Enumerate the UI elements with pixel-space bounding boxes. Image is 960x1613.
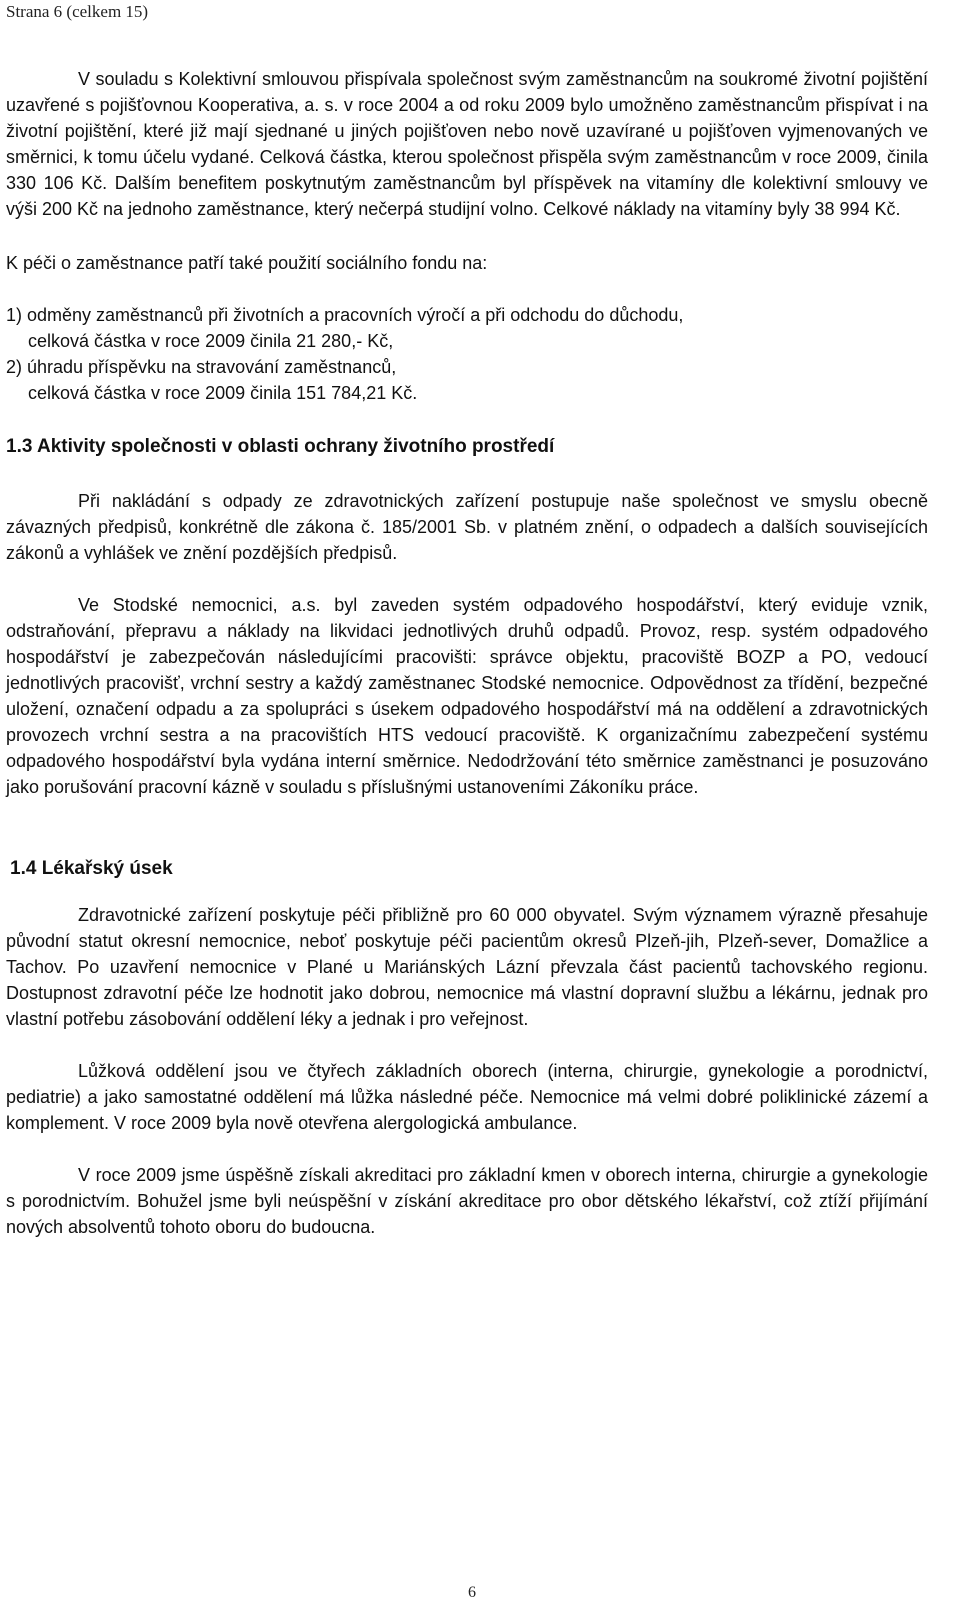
list-item-detail: celková částka v roce 2009 činila 21 280,- Kč, — [28, 331, 394, 351]
social-fund-intro: K péči o zaměstnance patří také použití sociálního fondu na: — [6, 253, 488, 273]
environment-paragraph-1: Při nakládání s odpady ze zdravotnických zařízení postupuje naše společnost ve smyslu obecně závazných předpisů, konkrétně dle zákona č. 185/2001 Sb. v platném znění, o odpadech a dalších souvisejících zákonů a vyhlášek ve znění pozdějších předpisů. — [6, 491, 928, 563]
list-item-detail: celková částka v roce 2009 činila 151 784,21 Kč. — [28, 383, 418, 403]
list-item: 1) odměny zaměstnanců při životních a pracovních výročí a při odchodu do důchodu, — [6, 305, 684, 325]
environment-paragraph-2: Ve Stodské nemocnici, a.s. byl zaveden systém odpadového hospodářství, který eviduje vznik, odstraňování, přepravu a náklady na likvidaci jednotlivých druhů odpadů. Provoz, resp. systém odpadového hospodářství je zabezpečován následujícími pracovišti: správce objektu, pracoviště BOZP a PO, vedoucí jednotlivých pracovišť, vrchní sestry a každý zaměstnanec Stodské nemocnice. Odpovědnost za třídění, bezpečné uložení, označení odpadu a za spolupráci s úsekem odpadového hospodářství má na oddělení a zdravotnických provozech vrchní sestra a na pracovištích HTS vedoucí pracoviště. K organizačnímu zabezpečení systému odpadového hospodářství byla vydána interní směrnice. Nedodržování této směrnice zaměstnanci je posuzováno jako porušování pracovní kázně v souladu s příslušnými ustanoveními Zákoníku práce. — [6, 595, 928, 797]
section-heading-medical: 1.4 Lékařský úsek — [10, 858, 173, 879]
benefits-paragraph: V souladu s Kolektivní smlouvou přispívala společnost svým zaměstnancům na soukromé životní pojištění uzavřené s pojišťovnou Kooperativa, a. s. v roce 2004 a od roku 2009 bylo umožněno zaměstnancům přispívat i na životní pojištění, které již mají sjednané u jiných pojišťoven nebo nově uzavírané u pojišťoven vyjmenovaných ve směrnici, k tomu účelu vydané. Celková částka, kterou společnost přispěla svým zaměstnancům v roce 2009, činila 330 106 Kč. Dalším benefitem poskytnutým zaměstnancům byl příspěvek na vitamíny dle kolektivní smlouvy ve výši 200 Kč na jednoho zaměstnance, který nečerpá studijní volno. Celkové náklady na vitamíny byly 38 994 Kč. — [6, 69, 928, 219]
social-fund-list — [6, 302, 928, 406]
document-body — [6, 66, 928, 1240]
page-header: Strana 6 (celkem 15) — [6, 2, 149, 21]
page-number: 6 — [468, 1584, 476, 1601]
medical-paragraph-3: V roce 2009 jsme úspěšně získali akreditaci pro základní kmen v oborech interna, chirurgie a gynekologie s porodnictvím. Bohužel jsme byli neúspěšní v získání akreditace pro obor dětského lékařství, což ztíží přijímání nových absolventů tohoto oboru do budoucna. — [6, 1165, 928, 1237]
medical-paragraph-1: Zdravotnické zařízení poskytuje péči přibližně pro 60 000 obyvatel. Svým významem výrazně přesahuje původní statut okresní nemocnice, neboť poskytuje péči pacientům okresů Plzeň-jih, Plzeň-sever, Domažlice a Tachov. Po uzavření nemocnice v Plané u Mariánských Lázní převzala část pacientů tachovského regionu. Dostupnost zdravotní péče lze hodnotit jako dobrou, nemocnice má vlastní dopravní službu a lékárnu, jednak pro vlastní potřebu zásobování oddělení léky a jednak i pro veřejnost. — [6, 905, 928, 1029]
list-item: 2) úhradu příspěvku na stravování zaměstnanců, — [6, 357, 397, 377]
section-heading-environment: 1.3 Aktivity společnosti v oblasti ochrany životního prostředí — [6, 436, 555, 457]
medical-paragraph-2: Lůžková oddělení jsou ve čtyřech základních oborech (interna, chirurgie, gynekologie a porodnictví, pediatrie) a jako samostatné oddělení má lůžka následné péče. Nemocnice má velmi dobré poliklinické zázemí a komplement. V roce 2009 byla nově otevřena alergologická ambulance. — [6, 1061, 928, 1133]
